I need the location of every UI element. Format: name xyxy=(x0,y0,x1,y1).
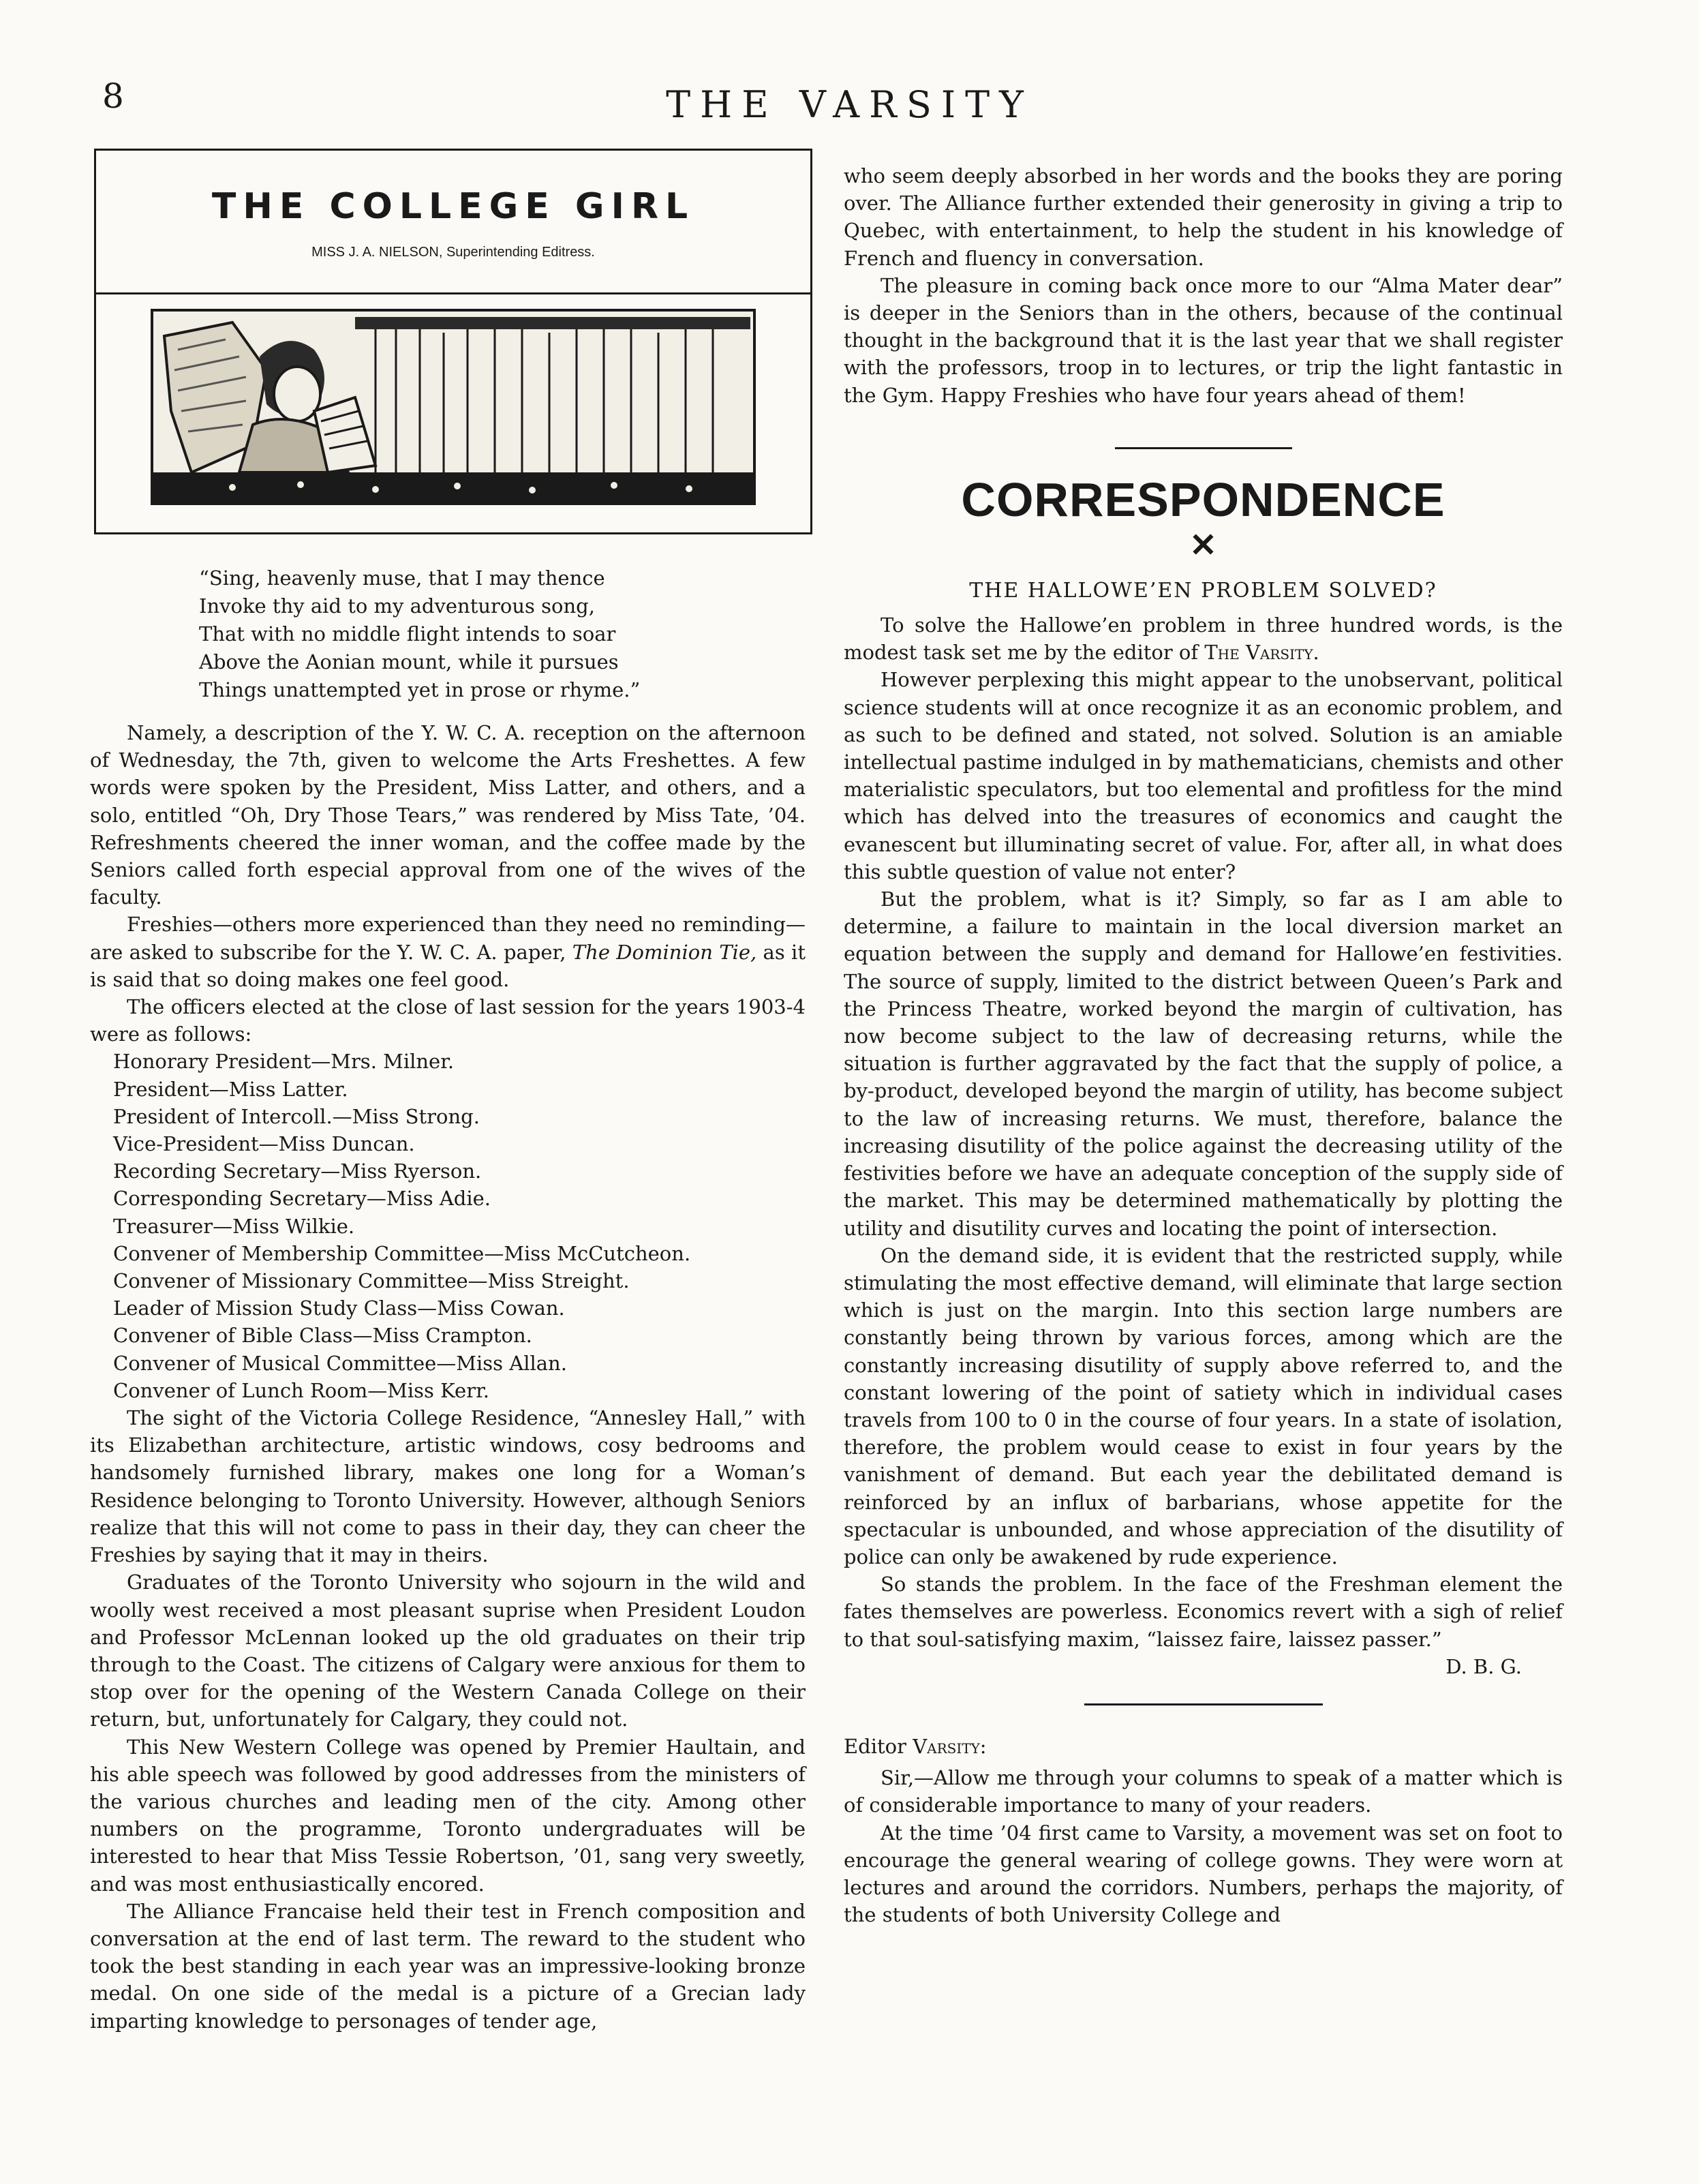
letter-heading: THE HALLOWE’EN PROBLEM SOLVED? xyxy=(969,578,1437,603)
college-girl-header-box xyxy=(94,149,812,534)
list-item: Leader of Mission Study Class—Miss Cowan. xyxy=(113,1296,565,1320)
paragraph-letter: However perplexing this might appear to the unobservant, political science students will at once recognize it as an economic problem, and as such to be defined and stated, not solved. Solution is an amiable intellectual pastime indulged in by mathematicians, chemists and other materialistic speculators, but too elemental and profitless for the mind which has delved into the treasures of economics and caught the evanescent but illuminating secret of value. For, after all, in what does this subtle question of value not enter? xyxy=(844,668,1563,883)
right-column xyxy=(844,162,1563,1928)
paragraph-gowns-letter: Sir,—Allow me through your columns to speak of a matter which is of considerable importance to many of your readers. xyxy=(844,1766,1563,1817)
header-divider xyxy=(96,292,810,294)
signature: D. B. G. xyxy=(1445,1654,1522,1678)
list-item: Convener of Lunch Room—Miss Kerr. xyxy=(113,1378,489,1402)
paragraph-officers-intro: The officers elected at the close of last session for the years 1903-4 were as follows: xyxy=(90,995,806,1046)
reading-woman-illustration xyxy=(151,309,756,505)
paragraph-continued: who seem deeply absorbed in her words and the books they are poring over. The Alliance further extended their generosity in giving a trip to Quebec, with entertainment, to help the student in his knowledge of French and fluency in conversation. xyxy=(844,164,1563,270)
list-item: Corresponding Secretary—Miss Adie. xyxy=(113,1187,491,1211)
list-item: Treasurer—Miss Wilkie. xyxy=(113,1214,355,1238)
left-column xyxy=(90,564,806,2035)
section-title: THE COLLEGE GIRL xyxy=(211,186,695,227)
paragraph-alliance-francaise: The Alliance Francaise held their test in French composition and conversation at the end of last term. The reward to the student who took the best standing in each year was an impressive-looking bronze medal. On one side of the medal is a picture of a Grecian lady imparting knowledge to personages of tender age, xyxy=(90,1899,806,2033)
paragraph-gowns-letter: At the time ’04 first came to Varsity, a movement was set on foot to encourage the general wearing of college gowns. They were worn at lectures and around the corridors. Numbers, perhaps the majority, of the students of both University College and xyxy=(844,1821,1563,1927)
list-item: Convener of Musical Committee—Miss Allan. xyxy=(113,1351,567,1375)
poem-line: Above the Aonian mount, while it pursues xyxy=(199,650,619,673)
page-number: 8 xyxy=(102,76,124,116)
editor-salutation: Editor Varsity: xyxy=(844,1734,987,1758)
paragraph-subscription: Freshies—others more experienced than they need no reminding—are asked to subscribe for the Y. W. C. A. paper, The Dominion Tie, as it is said that so doing makes one feel good. xyxy=(90,913,806,991)
list-item: Convener of Bible Class—Miss Crampton. xyxy=(113,1324,532,1348)
poem-line: That with no middle flight intends to soar xyxy=(199,622,616,646)
list-item: Convener of Membership Committee—Miss McCutcheon. xyxy=(113,1241,691,1265)
section-divider xyxy=(1115,447,1292,449)
list-item: President of Intercoll.—Miss Strong. xyxy=(113,1104,480,1128)
list-item: Vice-President—Miss Duncan. xyxy=(113,1132,415,1156)
poem-line: Invoke thy aid to my adventurous song, xyxy=(199,594,595,618)
section-editor: MISS J. A. NIELSON, Superintending Editress. xyxy=(311,245,595,260)
section-divider xyxy=(1084,1703,1323,1705)
paragraph-western-college: This New Western College was opened by Premier Haultain, and his able speech was followed by good addresses from the ministers of the various churches and leading men of the city. Among other numbers on the programme, Toronto undergraduates will be interested to hear that Miss Tessie Robertson, ’01, sang very sweetly, and was most enthusiastically encored. xyxy=(90,1735,806,1896)
paragraph-alma-mater: The pleasure in coming back once more to our “Alma Mater dear” is deeper in the Seniors than in the others, because of the continual thought in the background that it is the last year that we shall register with the professors, troop in to lectures, or trip the light fantastic in the Gym. Happy Freshies who have four years ahead of them! xyxy=(844,273,1563,407)
paragraph-letter: But the problem, what is it? Simply, so far as I am able to determine, a failure to maintain in the local diversion market an equation between the supply and demand for Hallowe’en festivities. The source of supply, limited to the district between Queen’s Park and the Princess Theatre, worked beyond the margin of cultivation, has now become subject to the law of decreasing returns, while the situation is further aggravated by the fact that the supply of police, a by-product, developed beyond the margin of utility, has become subject to the law of increasing returns. We must, therefore, balance the increasing disutility of the police against the decreasing utility of the festivities before we have an adequate conception of the supply side of the market. This may be determined mathematically by plotting the utility and disutility curves and locating the point of intersection. xyxy=(844,888,1563,1240)
list-item: Convener of Missionary Committee—Miss Streight. xyxy=(113,1269,630,1293)
poem-line: “Sing, heavenly muse, that I may thence xyxy=(199,566,605,590)
poem-line: Things unattempted yet in prose or rhyme.” xyxy=(199,678,641,701)
list-item: Recording Secretary—Miss Ryerson. xyxy=(113,1159,482,1183)
correspondence-heading: CORRESPONDENCE xyxy=(961,472,1445,526)
running-head: THE VARSITY xyxy=(666,83,1033,126)
poem-epigraph xyxy=(199,564,806,704)
officers-list xyxy=(90,1048,806,1404)
paragraph-annesley-hall: The sight of the Victoria College Residence, “Annesley Hall,” with its Elizabethan architecture, artistic windows, cosy bedrooms and handsomely furnished library, makes one long for a Woman’s Residence belonging to Toronto University. However, although Seniors realize that this will not come to pass in their day, they can cheer the Freshies by saying that it may in theirs. xyxy=(90,1406,806,1567)
paragraph-letter: On the demand side, it is evident that the restricted supply, while stimulating the most effective demand, will eliminate that large section which is just on the margin. Into this section large numbers are constantly being thrown by various forces, among which are the constantly increasing disutility of supply above referred to, and the constant lowering of the point of satiety which in individual cases travels from 100 to 0 in the course of four years. In a state of isolation, therefore, the problem would cease to exist in four years by the vanishment of demand. But each year the debilitated demand is reinforced by an influx of barbarians, whose appetite for the spectacular is unbounded, and whose appreciation of the disutility of police can only be awakened by rude experience. xyxy=(844,1243,1563,1568)
cross-ornament-icon: ✕ xyxy=(1189,526,1217,564)
paragraph-letter: To solve the Hallowe’en problem in three hundred words, is the modest task set me by the editor of The Varsity. xyxy=(844,613,1563,665)
paragraph-western-graduates: Graduates of the Toronto University who sojourn in the wild and woolly west received a most pleasant suprise when President Loudon and Professor McLennan looked up the old graduates on their trip through to the Coast. The citizens of Calgary were anxious for them to stop over for the opening of the Western Canada College on their return, but, unfortunately for Calgary, they could not. xyxy=(90,1571,806,1731)
list-item: Honorary President—Mrs. Milner. xyxy=(113,1050,455,1074)
paragraph-ywca-reception: Namely, a description of the Y. W. C. A. reception on the afternoon of Wednesday, the 7th, given to welcome the Arts Freshettes. A few words were spoken by the President, Miss Latter, and others, and a solo, entitled “Oh, Dry Those Tears,” was rendered by Miss Tate, ’04. Refreshments cheered the inner woman, and the coffee made by the Seniors called forth especial approval from one of the wives of the faculty. xyxy=(90,721,806,909)
list-item: President—Miss Latter. xyxy=(113,1077,348,1101)
paragraph-letter: So stands the problem. In the face of the Freshman element the fates themselves are powerless. Economics revert with a sigh of relief to that soul-satisfying maxim, “laissez faire, laissez passer.” xyxy=(844,1573,1563,1651)
